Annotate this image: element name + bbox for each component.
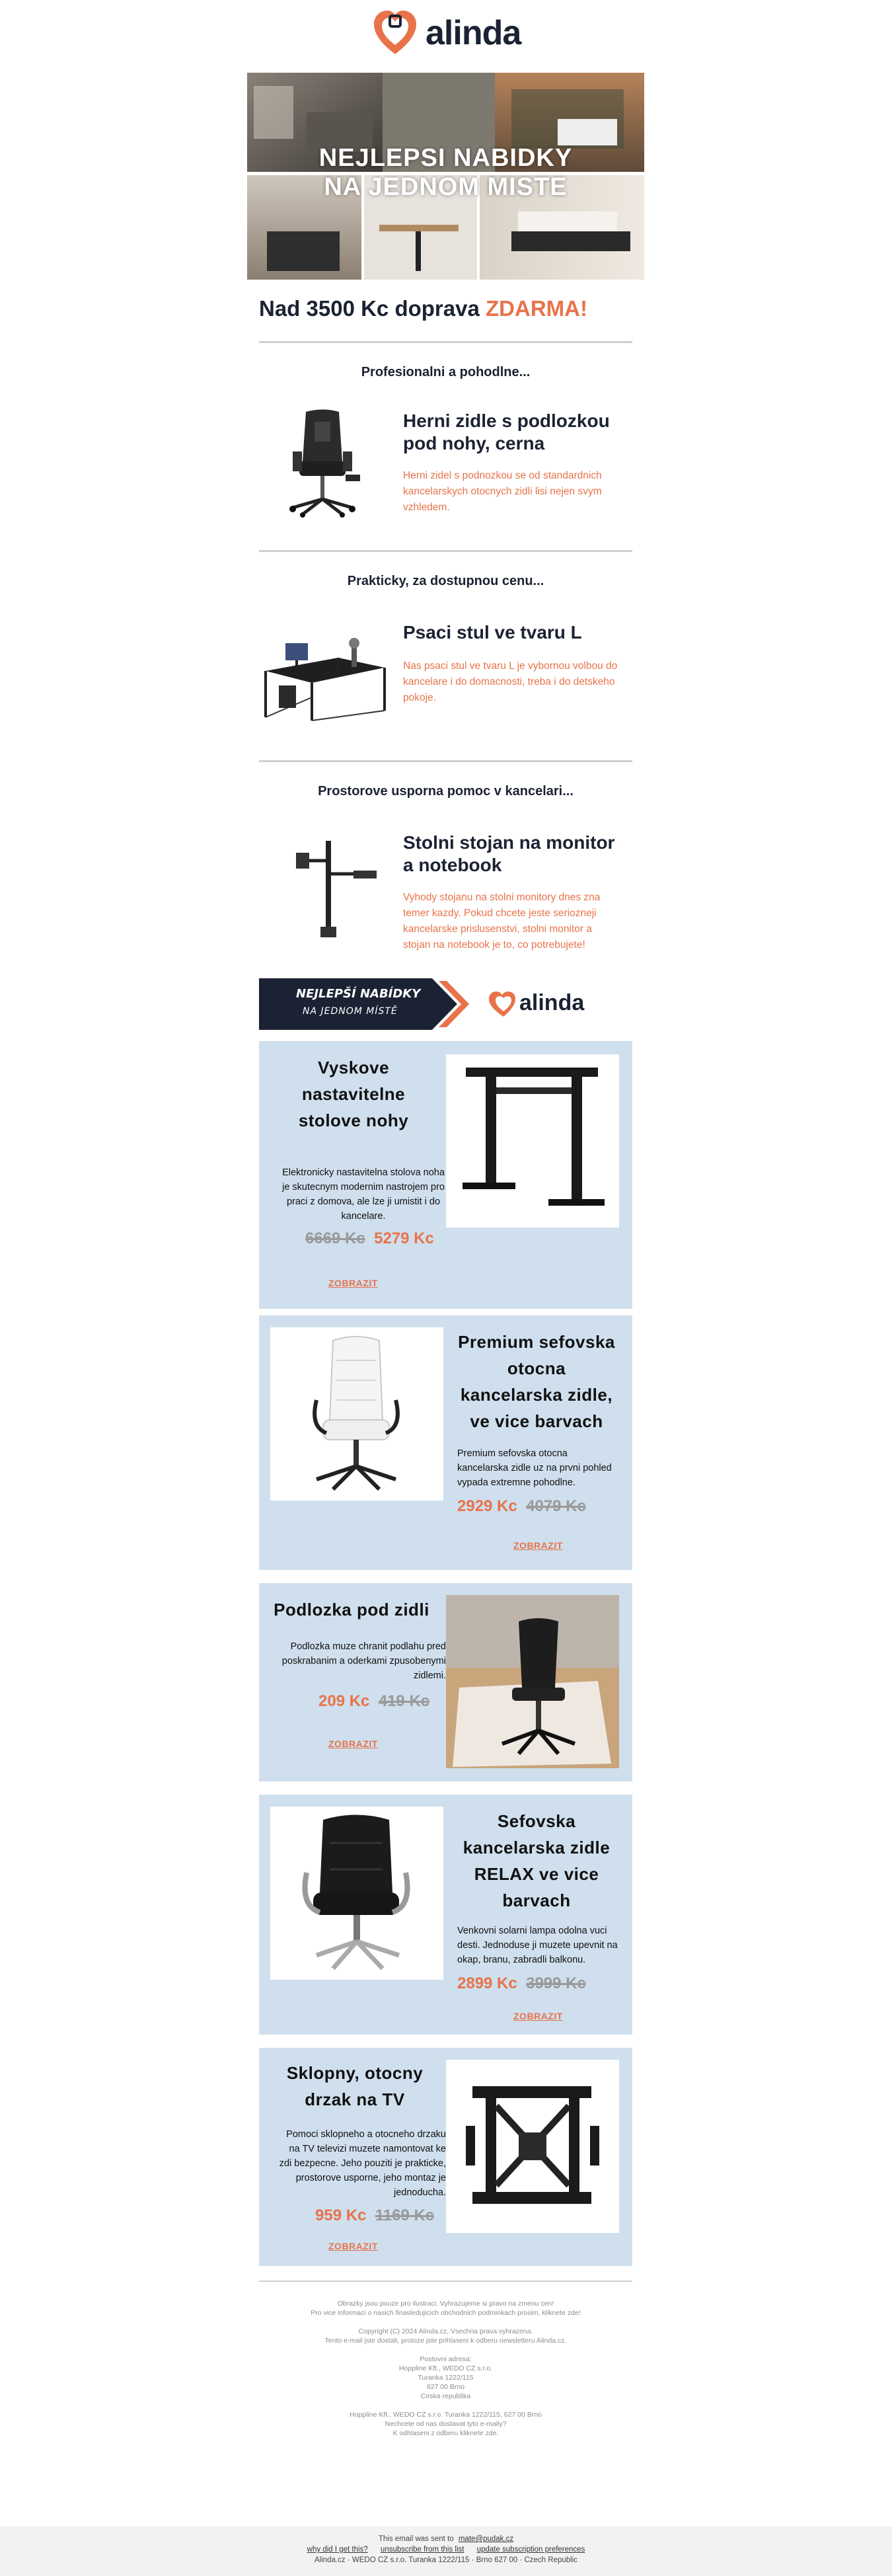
new-price: 5279 Kc (374, 1229, 434, 1247)
product-card (259, 1583, 632, 1781)
new-price: 2899 Kc (457, 1974, 517, 1992)
divider (259, 550, 632, 552)
product-image[interactable] (446, 2060, 619, 2233)
footer-line: 627 00 Brno (426, 2383, 465, 2391)
unsubscribe-link[interactable]: unsubscribe from this list (380, 2546, 465, 2554)
shipping-text: Nad 3500 Kc doprava (259, 296, 480, 321)
black-office-chair-image (270, 1807, 443, 1980)
feature-title[interactable]: Psaci stul ve tvaru L (403, 622, 582, 643)
footer-line: Ceska republika (420, 2392, 471, 2400)
recipient-email-link[interactable]: mate@pudak.cz (458, 2535, 514, 2543)
feature-description: Nas psaci stul ve tvaru L je vybornou volbou do kancelare i do domacnosti, treba i do detskeho pokoje. (403, 660, 618, 703)
product-price (305, 1229, 434, 1248)
feature-title[interactable]: Herni zidle s podlozkou pod nohy, cerna (403, 410, 610, 453)
shipping-accent: ZDARMA! (486, 296, 587, 321)
sender-address: Alinda.cz · WEDO CZ s.r.o. Turanka 1222/115 · Brno 627 00 · Czech Republic (315, 2556, 577, 2564)
product-title[interactable]: Vyskove nastavitelne stolove nohy (298, 1058, 409, 1130)
product-title[interactable]: Premium sefovska otocna kancelarska zidle, ve vice barvach (458, 1332, 615, 1431)
old-price: 3999 Kc (526, 1974, 586, 1992)
new-price: 959 Kc (315, 2206, 367, 2224)
chair-mat-image (446, 1595, 619, 1768)
feature-heading: Prostorove usporna pomoc v kancelari... (318, 784, 574, 799)
product-price (457, 1497, 586, 1516)
footer-line[interactable]: Pro vice informaci o nasich finasledujicich obchodnich podminkach prosim, kliknete zde! (311, 2309, 581, 2317)
hero-banner[interactable] (247, 73, 644, 280)
new-price: 209 Kc (318, 1692, 370, 1710)
product-image[interactable] (446, 1054, 619, 1228)
product-card (259, 1315, 632, 1570)
product-title[interactable]: Sklopny, otocny drzak na TV (286, 2063, 424, 2109)
heart-pin-icon (371, 8, 419, 58)
footer-line: Turanka 1222/115 (418, 2374, 474, 2382)
gaming-chair-image[interactable] (283, 409, 362, 518)
product-image[interactable] (270, 1807, 443, 1980)
product-description: Elektronicky nastavitelna stolova noha je skutecnym modernim nastrojem pro praci z domova, ale lze ji umistit i do kancelare. (282, 1167, 445, 1222)
old-price: 419 Kc (378, 1692, 430, 1710)
footer-line: Nechcete od nas dostavat tyto e-maily? (385, 2420, 507, 2428)
product-description: Venkovni solarni lampa odolna vuci desti. Jednoduse ji muzete upevnit na okap, branu, zabradli balkonu. (457, 1926, 618, 1965)
feature-description: Vyhody stojanu na stolni monitory dnes zna temer kazdy. Pokud chcete jeste seriozneji kancelarske prislusenstvi, stolni monitor a stojan na notebook je to, co potrebujete! (403, 892, 601, 951)
feature-description: Herni zidel s podnozkou se od standardnich kancelarskych otocnych zidli lisi nejen svym vzhledem. (403, 470, 602, 513)
product-price (315, 2206, 434, 2225)
divider (259, 2281, 632, 2282)
footer-line: Postovni adresa: (420, 2355, 472, 2363)
product-image[interactable] (270, 1327, 443, 1501)
product-price (457, 1974, 586, 1993)
sent-to-line (0, 2534, 892, 2544)
hero-title-line1: NEJLEPSI NABIDKY (318, 144, 573, 172)
view-product-link[interactable]: ZOBRAZIT (328, 1738, 378, 1749)
divider (259, 341, 632, 343)
hero-title-line2: NA JEDNOM MISTE (324, 173, 568, 201)
product-card (259, 1795, 632, 2035)
product-title[interactable]: Sefovska kancelarska zidle RELAX ve vice barvach (463, 1811, 611, 1910)
monitor-stand-image[interactable] (291, 834, 377, 940)
product-card (259, 1041, 632, 1309)
footer-line: Hoppline Kft., WEDO CZ s.r.o. Turanka 1222/115, 627 00 Brno (349, 2411, 542, 2419)
banner-line2: NA JEDNOM MÍSTĚ (303, 1006, 398, 1017)
view-product-link[interactable]: ZOBRAZIT (513, 1540, 563, 1551)
list-links (0, 2545, 892, 2555)
footer-line: Hoppline Kft., WEDO CZ s.r.o. (398, 2364, 493, 2372)
footer-line[interactable]: K odhlaseni z odberu kliknete zde. (392, 2429, 499, 2437)
desk-frame-image (446, 1054, 619, 1228)
feature-heading: Profesionalni a pohodlne... (361, 365, 531, 379)
banner-line1: NEJLEPŠÍ NABÍDKY (296, 987, 421, 1001)
old-price: 6669 Kc (305, 1229, 365, 1247)
free-shipping-note (259, 296, 587, 321)
view-product-link[interactable]: ZOBRAZIT (513, 2011, 563, 2021)
feature-title[interactable]: Stolni stojan na monitor a notebook (403, 832, 615, 875)
product-description: Premium sefovska otocna kancelarska zidle uz na prvni pohled vypada extremne pohodlne. (457, 1448, 612, 1488)
product-price (318, 1692, 429, 1711)
product-image[interactable] (446, 1595, 619, 1768)
footer-line: Copyright (C) 2024 Alinda.cz, Vsechna prava vyhrazena. (358, 2327, 533, 2335)
product-title[interactable]: Podlozka pod zidli (274, 1600, 429, 1620)
feature-heading: Prakticky, za dostupnou cenu... (347, 574, 544, 588)
footer-line: Obrazky jsou pouze pro ilustraci. Vyhrazujeme si pravo na zmenu cen! (337, 2300, 554, 2308)
view-product-link[interactable]: ZOBRAZIT (328, 2241, 378, 2251)
banner-brand: alinda (519, 990, 585, 1015)
sent-to-label: This email was sent to (378, 2535, 454, 2543)
brand-name: alinda (426, 14, 521, 52)
white-office-chair-image (270, 1327, 443, 1501)
old-price: 1169 Kc (375, 2206, 435, 2224)
product-description: Pomoci sklopneho a otocneho drzaku na TV televizi muzete namontovat ke zdi bezpecne. Jeho pouziti je prakticke, prostorove usporne, jeho montaz je jednoducha. (279, 2129, 446, 2198)
footer-legal (259, 2299, 632, 2438)
brand-logo[interactable] (371, 7, 521, 59)
divider (259, 760, 632, 762)
old-price: 4079 Kc (526, 1497, 586, 1515)
update-preferences-link[interactable]: update subscription preferences (476, 2546, 585, 2554)
footer-line: Tento e-mail jste dostali, protoze jste prihlaseni k odberu newsletteru Alinda.cz. (324, 2337, 567, 2345)
promo-banner[interactable] (259, 978, 632, 1030)
why-link[interactable]: why did I get this? (307, 2546, 368, 2554)
l-desk-image[interactable] (259, 631, 390, 724)
email-meta-bar (0, 2526, 892, 2576)
view-product-link[interactable]: ZOBRAZIT (328, 1278, 378, 1288)
tv-mount-image (446, 2060, 619, 2233)
product-description: Podlozka muze chranit podlahu pred poskrabanim a oderkami zpusobenymi zidlemi. (281, 1641, 446, 1681)
new-price: 2929 Kc (457, 1497, 517, 1515)
product-card (259, 2048, 632, 2266)
